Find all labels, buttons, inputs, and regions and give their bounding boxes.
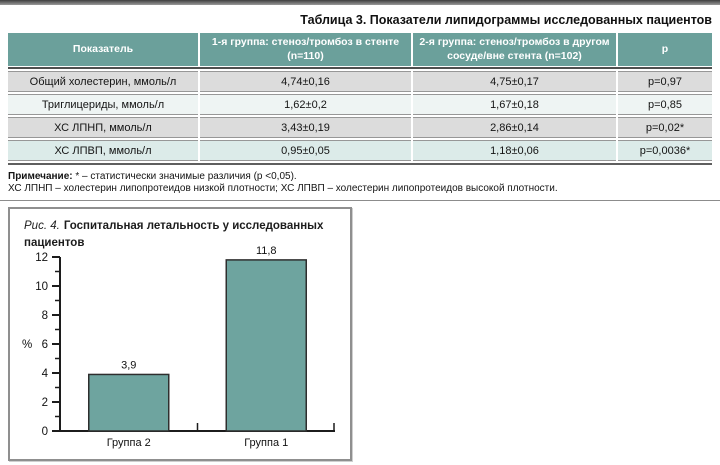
cell-p: p=0,0036* [618, 140, 712, 161]
table-title: Таблица 3. Показатели липидограммы исследованных пациентов [300, 13, 712, 27]
svg-text:8: 8 [41, 310, 48, 322]
lipid-table [8, 33, 712, 66]
svg-text:Группа 1: Группа 1 [244, 437, 289, 449]
table-bottom-divider [8, 163, 712, 165]
table-footnote [8, 171, 712, 195]
footnote-line2: ХС ЛПНП – холестерин липопротеидов низкой плотности; ХС ЛПВП – холестерин липопротеидов высокой плотности. [8, 183, 558, 194]
svg-text:4: 4 [41, 368, 48, 380]
cell-indicator: ХС ЛПНП, ммоль/л [8, 117, 198, 138]
header-divider [8, 67, 712, 69]
footnote-label: Примечание: [8, 171, 73, 182]
cell-indicator: Общий холестерин, ммоль/л [8, 71, 198, 92]
svg-text:%: % [22, 339, 33, 351]
footnote-line1 [8, 171, 712, 183]
table-body [8, 71, 712, 161]
cell-group2: 1,18±0,06 [413, 140, 616, 161]
footnote-text1: * – статистически значимые различия (p <0,05). [72, 171, 297, 182]
cell-group1: 4,74±0,16 [200, 71, 411, 92]
figure-caption-number: Рис. 4. [24, 220, 60, 232]
page-top-rule [0, 0, 720, 5]
figure-caption-text: Госпитальная летальность у исследованных пациентов [24, 220, 324, 249]
cell-indicator: ХС ЛПВП, ммоль/л [8, 140, 198, 161]
column-header-group1: 1-я группа: стеноз/тромбоз в стенте (n=110) [200, 33, 411, 66]
cell-p: p=0,97 [618, 71, 712, 92]
cell-group2: 2,86±0,14 [413, 117, 616, 138]
svg-text:10: 10 [35, 281, 48, 293]
cell-group1: 0,95±0,05 [200, 140, 411, 161]
column-header-p: p [618, 33, 712, 66]
svg-text:11,8: 11,8 [255, 244, 277, 257]
cell-group2: 4,75±0,17 [413, 71, 616, 92]
svg-text:Группа 2: Группа 2 [106, 437, 151, 449]
svg-text:3,9: 3,9 [121, 359, 137, 372]
svg-text:0: 0 [41, 426, 48, 438]
column-header-group2: 2-я группа: стеноз/тромбоз в другом сосуде/вне стента (n=102) [413, 33, 616, 66]
svg-text:2: 2 [41, 397, 48, 409]
cell-group1: 1,62±0,2 [200, 94, 411, 115]
column-header-indicator: Показатель [8, 33, 198, 66]
svg-text:6: 6 [41, 339, 48, 351]
figure-4 [8, 207, 352, 461]
cell-p: p=0,02* [618, 117, 712, 138]
cell-group2: 1,67±0,18 [413, 94, 616, 115]
cell-p: p=0,85 [618, 94, 712, 115]
cell-indicator: Триглицериды, ммоль/л [8, 94, 198, 115]
figure-caption [24, 218, 324, 251]
svg-text:12: 12 [35, 252, 48, 264]
section-divider [0, 200, 720, 201]
table-header-row [8, 33, 712, 66]
cell-group1: 3,43±0,19 [200, 117, 411, 138]
